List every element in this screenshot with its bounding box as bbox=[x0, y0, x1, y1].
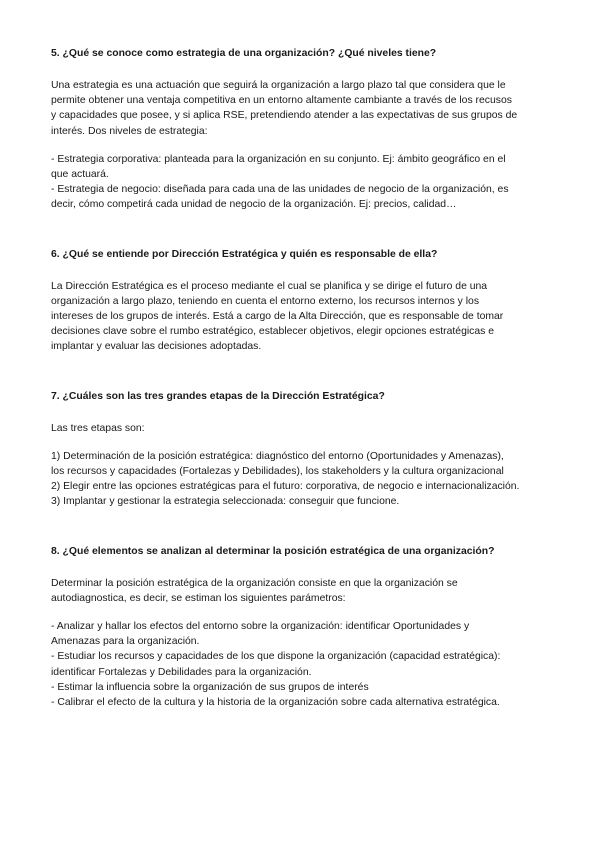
section-question-5 bbox=[51, 47, 561, 213]
text-line: que actuará. bbox=[51, 169, 109, 181]
text-line: decisiones clave sobre el rumbo estratégico, establecer objetivos, elegir opciones estratégicas e bbox=[51, 326, 494, 338]
text-line: organización a largo plazo, teniendo en cuenta el entorno externo, los recursos internos y los bbox=[51, 295, 480, 307]
text-line: autodiagnostica, es decir, se estiman los siguientes parámetros: bbox=[51, 592, 346, 604]
text-line: identificar Fortalezas y Debilidades para la organización. bbox=[51, 666, 312, 678]
text-line: permite obtener una ventaja competitiva en un entorno altamente cambiante a través de los recusos bbox=[51, 95, 512, 107]
text-line: - Analizar y hallar los efectos del entorno sobre la organización: identificar Oportunidades y bbox=[51, 621, 470, 633]
text-line: - Estimar la influencia sobre la organización de sus grupos de interés bbox=[51, 681, 369, 693]
section-question-6 bbox=[51, 248, 561, 355]
text-line: - Estrategia corporativa: planteada para la organización en su conjunto. Ej: ámbito geográfico en el bbox=[51, 153, 506, 165]
answer-8-intro bbox=[51, 576, 561, 606]
answer-8-list bbox=[51, 619, 561, 710]
answer-6-paragraph bbox=[51, 279, 561, 355]
text-line: los recursos y capacidades (Fortalezas y Debilidades), los stakeholders y la cultura organizacional bbox=[51, 466, 504, 478]
text-line: - Calibrar el efecto de la cultura y la historia de la organización sobre cada alternativa estratégica. bbox=[51, 697, 500, 709]
answer-5-paragraph bbox=[51, 78, 561, 139]
question-7-title: 7. ¿Cuáles son las tres grandes etapas de la Dirección Estratégica? bbox=[51, 390, 385, 402]
text-line: La Dirección Estratégica es el proceso mediante el cual se planifica y se dirige el futuro de una bbox=[51, 280, 488, 292]
text-line: 2) Elegir entre las opciones estratégicas para el futuro: corporativa, de negocio e internacionalización. bbox=[51, 481, 520, 493]
answer-7-list bbox=[51, 449, 561, 510]
question-8-title: 8. ¿Qué elementos se analizan al determinar la posición estratégica de una organización? bbox=[51, 545, 495, 557]
document-page bbox=[51, 47, 561, 710]
text-line: Una estrategia es una actuación que seguirá la organización a largo plazo tal que considera que le bbox=[51, 80, 506, 91]
text-line: decir, cómo competirá cada unidad de negocio de la organización. Ej: precios, calidad… bbox=[51, 199, 457, 211]
section-question-7 bbox=[51, 390, 561, 510]
answer-7-intro bbox=[51, 421, 561, 436]
text-line: 3) Implantar y gestionar la estrategia seleccionada: conseguir que funcione. bbox=[51, 496, 400, 508]
text-line: Determinar la posición estratégica de la organización consiste en que la organización se bbox=[51, 577, 458, 589]
text-line: interés. Dos niveles de estrategia: bbox=[51, 125, 208, 137]
text-line: Amenazas para la organización. bbox=[51, 636, 200, 648]
text-line: - Estudiar los recursos y capacidades de los que dispone la organización (capacidad estratégica): bbox=[51, 651, 501, 663]
text-line: 1) Determinación de la posición estratégica: diagnóstico del entorno (Oportunidades y Amenazas), bbox=[51, 450, 504, 462]
answer-5-list bbox=[51, 152, 561, 213]
text-line: intereses de los grupos de interés. Está a cargo de la Alta Dirección, que es responsable de tomar bbox=[51, 311, 504, 323]
text-line: implantar y evaluar las decisiones adoptadas. bbox=[51, 341, 262, 353]
question-6-title: 6. ¿Qué se entiende por Dirección Estratégica y quién es responsable de ella? bbox=[51, 248, 438, 260]
question-5-title: 5. ¿Qué se conoce como estrategia de una organización? ¿Qué niveles tiene? bbox=[51, 48, 437, 59]
text-line: Las tres etapas son: bbox=[51, 422, 145, 434]
text-line: y capacidades que posee, y si aplica RSE, pretendiendo atender a las expectativas de sus grupos de bbox=[51, 110, 518, 122]
section-question-8 bbox=[51, 545, 561, 711]
text-line: - Estrategia de negocio: diseñada para cada una de las unidades de negocio de la organización, es bbox=[51, 184, 509, 196]
